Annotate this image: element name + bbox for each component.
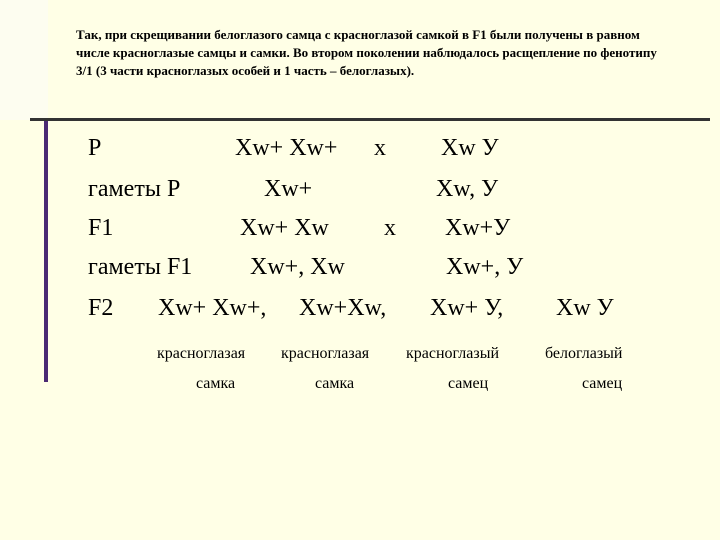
phenotype-3-top: красноглазый bbox=[406, 345, 500, 362]
row-f2-genotype-2: Xw+Xw, bbox=[299, 295, 387, 321]
phenotype-1-bottom: самка bbox=[196, 375, 236, 392]
phenotype-1-top: красноглазая bbox=[157, 345, 246, 362]
row-gametes-f1-female: Xw+, Xw bbox=[250, 254, 345, 280]
row-p-female: Xw+ Xw+ bbox=[235, 135, 338, 161]
row-p-male: Xw У bbox=[441, 135, 499, 161]
phenotype-4-bottom: самец bbox=[582, 375, 623, 392]
row-f1-male: Xw+У bbox=[445, 215, 511, 241]
phenotype-4-top: белоглазый bbox=[545, 345, 623, 362]
row-f2-label: F2 bbox=[88, 295, 114, 321]
row-f2-genotype-4: Xw У bbox=[556, 295, 614, 321]
row-gametes-p-male: Xw, У bbox=[436, 176, 499, 202]
decorative-corner-block bbox=[0, 0, 48, 120]
title-divider-line bbox=[30, 118, 710, 121]
row-p-label: Р bbox=[88, 135, 102, 161]
row-gametes-f1-label: гаметы F1 bbox=[88, 254, 193, 280]
row-f1-cross: x bbox=[384, 215, 396, 241]
row-f2-genotype-3: Xw+ У, bbox=[430, 295, 504, 321]
intro-paragraph: Так, при скрещивании белоглазого самца с красноглазой самкой в F1 были получены в равном числе красноглазые самцы и самки. Во втором поколении наблюдалось расщепление по фенотипу 3/1 (3 части красноглазых особей и 1 часть – белоглазых). bbox=[76, 27, 657, 78]
row-p-cross: x bbox=[374, 135, 386, 161]
row-f2-genotype-1: Xw+ Xw+, bbox=[158, 295, 267, 321]
row-gametes-f1-male: Xw+, У bbox=[446, 254, 524, 280]
row-f1-label: F1 bbox=[88, 215, 114, 241]
phenotype-3-bottom: самец bbox=[448, 375, 489, 392]
row-f1-female: Xw+ Xw bbox=[240, 215, 329, 241]
decorative-side-bar bbox=[44, 120, 48, 382]
row-gametes-p-female: Xw+ bbox=[264, 176, 313, 202]
row-gametes-p-label: гаметы Р bbox=[88, 176, 181, 202]
phenotype-2-top: красноглазая bbox=[281, 345, 370, 362]
phenotype-2-bottom: самка bbox=[315, 375, 355, 392]
